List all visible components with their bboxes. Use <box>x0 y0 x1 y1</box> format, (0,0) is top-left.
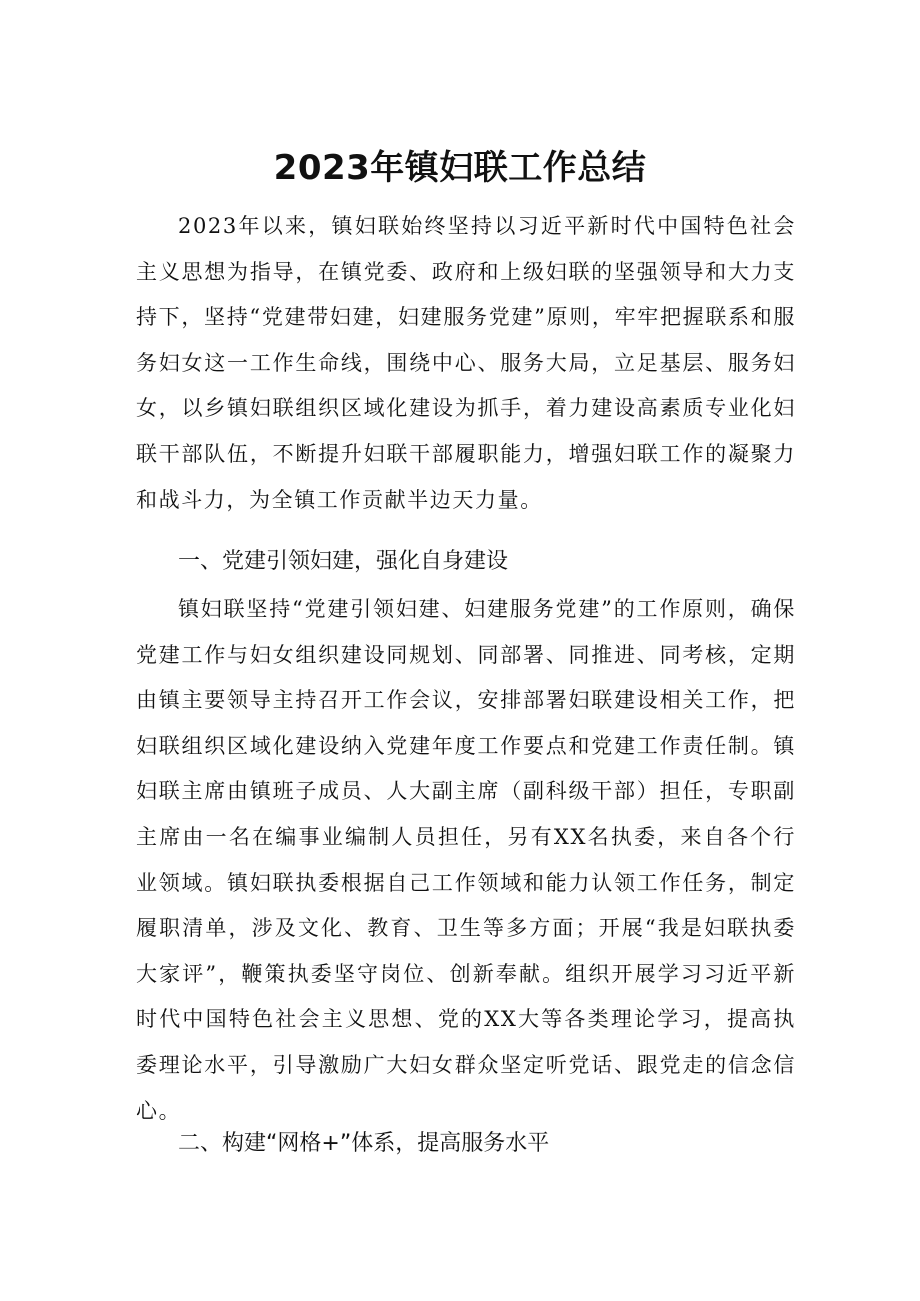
document-title: 2023年镇妇联工作总结 <box>273 148 647 188</box>
section-1-heading: 一、党建引领妇建，强化自身建设 <box>178 549 509 574</box>
section-2-heading: 二、构建“网格+”体系，提高服务水平 <box>178 1131 550 1156</box>
intro-paragraph: 2023年以来，镇妇联始终坚持以习近平新时代中国特色社会主义思想为指导，在镇党委、政府和上级妇联的坚强领导和大力支持下，坚持“党建带妇建，妇建服务党建”原则，牢牢把握联系和服务妇女这一工作生命线，围绕中心、服务大局，立足基层、服务妇女，以乡镇妇联组织区域化建设为抓手，着力建设高素质专业化妇联干部队伍，不断提升妇联干部履职能力，增强妇联工作的凝聚力和战斗力，为全镇工作贡献半边天力量。 <box>136 214 796 512</box>
section-1-paragraph: 镇妇联坚持“党建引领妇建、妇建服务党建”的工作原则，确保党建工作与妇女组织建设同规划、同部署、同推进、同考核，定期由镇主要领导主持召开工作会议，安排部署妇联建设相关工作，把妇联组织区域化建设纳入党建年度工作要点和党建工作责任制。镇妇联主席由镇班子成员、人大副主席（副科级干部）担任，专职副主席由一名在编事业编制人员担任，另有XX名执委，来自各个行业领域。镇妇联执委根据自己工作领域和能力认领工作任务，制定履职清单，涉及文化、教育、卫生等多方面；开展“我是妇联执委大家评”，鞭策执委坚守岗位、创新奉献。组织开展学习习近平新时代中国特色社会主义思想、党的XX大等各类理论学习，提高执委理论水平，引导激励广大妇女群众坚定听党话、跟党走的信念信心。 <box>136 597 796 1123</box>
